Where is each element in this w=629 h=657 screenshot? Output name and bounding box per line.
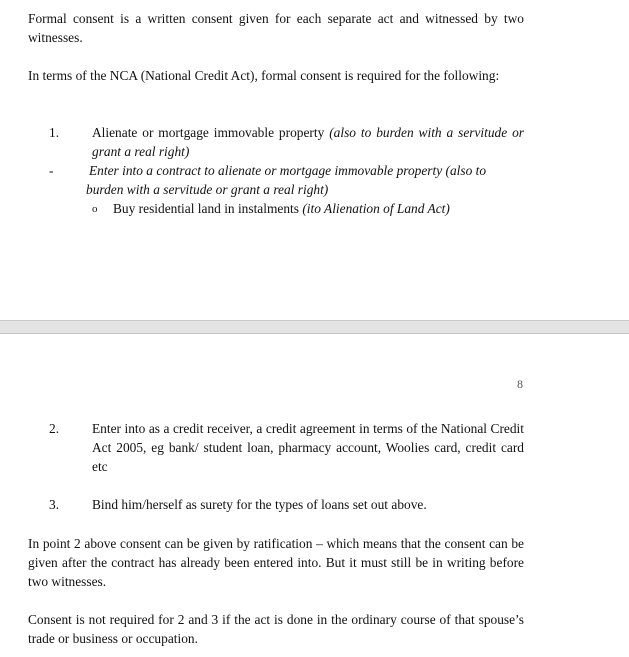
bullet-item (113, 199, 450, 218)
paragraph-ratification: In point 2 above consent can be given by ratification – which means that the consent can be given after the contract has already been entered into. But it must still be in writing before two witnesses. (28, 536, 524, 589)
document-page-top (0, 0, 629, 320)
list-item-1-text: Alienate or mortgage immovable property (92, 125, 325, 140)
document-page-bottom (0, 334, 629, 657)
page-break-gap (0, 320, 629, 334)
bullet-item-text: Buy residential land in instalments (113, 201, 299, 216)
bullet-item-note: (ito Alienation of Land Act) (302, 201, 450, 216)
page-number: 8 (517, 377, 523, 391)
sub-item-line-1: Enter into a contract to alienate or mortgage immovable property (also to (89, 163, 487, 178)
list-number-2: 2. (49, 421, 60, 436)
paragraph-consent-exception: Consent is not required for 2 and 3 if the act is done in the ordinary course of that spouse’s trade or business or occupation. (28, 612, 524, 646)
list-item-2: Enter into as a credit receiver, a credit agreement in terms of the National Credit Act 2005, eg bank/ student loan, pharmacy account, Woolies card, credit card etc (92, 421, 524, 474)
list-number-3: 3. (49, 497, 60, 512)
list-number-1: 1. (49, 125, 60, 140)
paragraph-formal-consent-definition: Formal consent is a written consent given for each separate act and witnessed by two witnesses. (28, 11, 524, 45)
paragraph-nca-requirement: In terms of the NCA (National Credit Act), formal consent is required for the following: (28, 68, 500, 83)
list-item-1 (92, 123, 524, 161)
list-item-1-note: (also to burden with a servitude or grant a real right) (92, 125, 524, 159)
sub-item-dash-marker: - (49, 163, 54, 178)
sub-item-line-2: burden with a servitude or grant a real right) (86, 182, 329, 197)
list-item-3: Bind him/herself as surety for the types of loans set out above. (92, 497, 427, 512)
bullet-marker: o (92, 203, 98, 215)
